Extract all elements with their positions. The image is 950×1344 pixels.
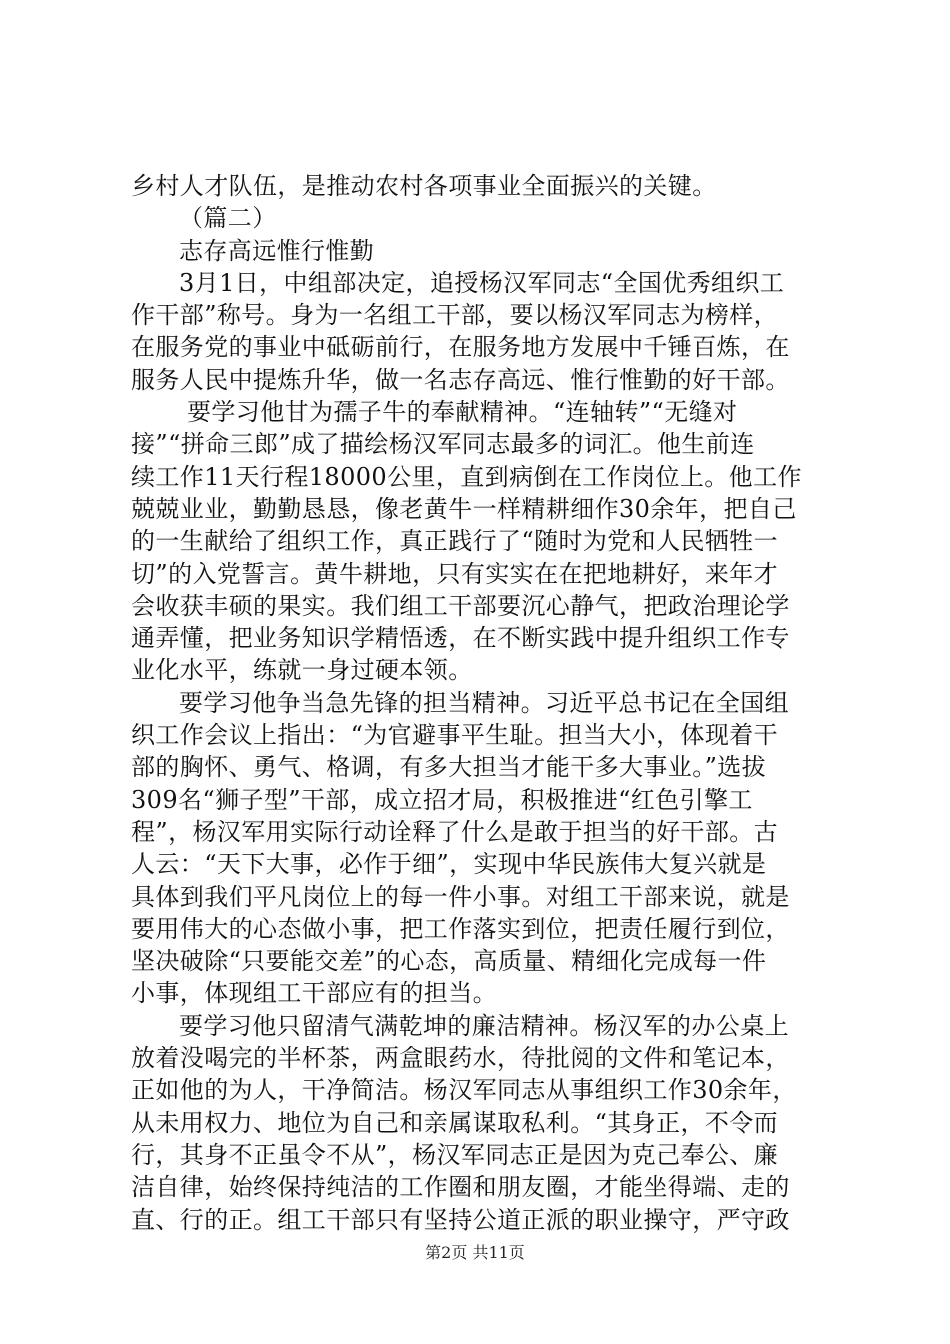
text-line: 坚决破除“只要能交差”的心态，高质量、精细化完成每一件 — [131, 947, 767, 976]
text-line: 小事，体现组工干部应有的担当。 — [131, 979, 497, 1008]
text-line: 兢兢业业，勤勤恳恳，像老黄牛一样精耕细作30余年，把自己 — [131, 494, 797, 523]
text-line: 服务人民中提炼升华，做一名志存高远、惟行惟勤的好干部。 — [131, 365, 790, 394]
text-line: 业化水平，练就一身过硬本领。 — [131, 656, 473, 685]
text-line: 要学习他甘为孺子牛的奉献精神。“连轴转”“无缝对 — [187, 398, 738, 427]
text-line: （篇二） — [179, 204, 277, 233]
text-line: 部的胸怀、勇气、格调，有多大担当才能干多大事业。”选拔 — [131, 753, 767, 782]
text-line: 人云：“天下大事，必作于细”，实现中华民族伟大复兴就是 — [131, 850, 767, 879]
text-line: 志存高远惟行惟勤 — [179, 236, 375, 265]
document-body — [131, 170, 831, 1236]
text-line: 放着没喝完的半杯茶，两盒眼药水，待批阅的文件和笔记本， — [131, 1044, 790, 1073]
text-line: 要用伟大的心态做小事，把工作落实到位，把责任履行到位， — [131, 914, 790, 943]
text-line: 要学习他只留清气满乾坤的廉洁精神。杨汉军的办公桌上 — [179, 1011, 789, 1040]
text-line: 在服务党的事业中砥砺前行，在服务地方发展中千锤百炼，在 — [131, 333, 790, 362]
text-line: 织工作会议上指出：“为官避事平生耻。担当大小，体现着干 — [131, 721, 779, 750]
text-line: 会收获丰硕的果实。我们组工干部要沉心静气，把政治理论学 — [131, 591, 790, 620]
text-line: 乡村人才队伍，是推动农村各项事业全面振兴的关键。 — [131, 172, 717, 200]
text-line: 具体到我们平凡岗位上的每一件小事。对组工干部来说，就是 — [131, 882, 790, 911]
text-line: 程”，杨汉军用实际行动诠释了什么是敢于担当的好干部。古 — [131, 817, 779, 846]
text-line: 行，其身不正虽令不从”，杨汉军同志正是因为克己奉公、廉 — [131, 1140, 779, 1169]
text-line: 直、行的正。组工干部只有坚持公道正派的职业操守，严守政 — [131, 1205, 790, 1234]
text-line: 通弄懂，把业务知识学精悟透，在不断实践中提升组织工作专 — [131, 624, 790, 653]
text-line: 作干部”称号。身为一名组工干部，要以杨汉军同志为榜样， — [131, 301, 779, 330]
text-line: 要学习他争当急先锋的担当精神。习近平总书记在全国组 — [179, 688, 789, 717]
text-line: 正如他的为人，干净简洁。杨汉军同志从事组织工作30余年， — [131, 1076, 797, 1105]
text-line: 从未用权力、地位为自己和亲属谋取私利。“其身正，不令而 — [131, 1108, 779, 1137]
text-line: 3月1日，中组部决定，追授杨汉军同志“全国优秀组织工 — [179, 268, 785, 297]
text-line: 续工作11天行程18000公里，直到病倒在工作岗位上。他工作 — [131, 462, 802, 491]
page-footer: 第2页 共11页 — [425, 1243, 525, 1262]
text-line: 309名“狮子型”干部，成立招才局，积极推进“红色引擎工 — [131, 785, 753, 814]
text-line: 洁自律，始终保持纯洁的工作圈和朋友圈，才能坐得端、走的 — [131, 1173, 790, 1202]
text-line: 接”“拼命三郎”成了描绘杨汉军同志最多的词汇。他生前连 — [131, 430, 755, 459]
text-line: 的一生献给了组织工作，真正践行了“随时为党和人民牺牲一 — [131, 527, 779, 556]
text-line: 切”的入党誓言。黄牛耕地，只有实实在在把地耕好，来年才 — [131, 559, 779, 588]
